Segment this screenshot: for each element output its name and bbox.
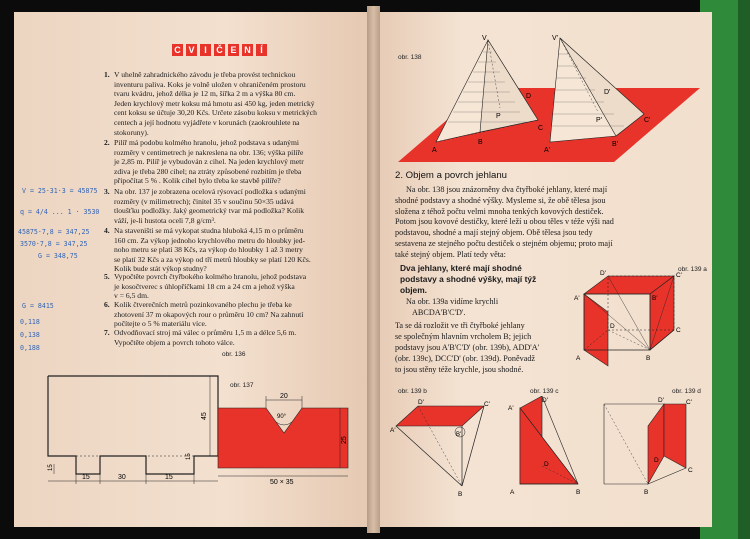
- fig137-dim: 25: [341, 436, 348, 444]
- exercise-text-line: rozměry (v milimetrech); činitel 35 v součinu 50×35 udává: [114, 196, 294, 206]
- fig136-dim: 15: [48, 464, 54, 471]
- handwritten-note: 0,188: [20, 344, 40, 352]
- section-title: 2. Objem a povrch jehlanu: [395, 170, 507, 181]
- fig138-label: D: [526, 93, 532, 100]
- fig139a-caption: obr. 139 a: [678, 266, 707, 273]
- exercise-text-line: počítejte o 5 % materiálu více.: [114, 319, 207, 329]
- theorem-line: Dva jehlany, které mají shodné: [400, 263, 522, 273]
- book-gutter: [367, 6, 380, 533]
- exercise-text-line: Kolik bude stát výkop studny?: [114, 264, 207, 274]
- paragraph-line: sestavena ze stejného počtu destiček o stejném objemu; proto mají: [395, 239, 613, 248]
- exercise-text-line: Odvodňovací stroj má válec o průměru 1,5 m a délce 5,6 m.: [114, 328, 297, 337]
- exercise-text-line: se platí 32 Kčs a za výkop od tří metrů hloubky se platí 120 Kčs.: [114, 254, 311, 264]
- fig139a-label: C: [676, 327, 681, 334]
- svg-text:D: D: [654, 457, 659, 464]
- exercise-text-line: centech a její hodnotu vyjádřete v korunách (zaokrouhlete na: [114, 118, 300, 127]
- fig138-label: A: [432, 147, 437, 154]
- fig139a-label: D: [610, 323, 615, 330]
- paragraph-line: podstavy jsou A'B'C'D' (obr. 139b), ADD'A': [395, 343, 540, 352]
- exercise-text-line: je kosočtverec s úhlopříčkami 18 cm a 24 cm a jehož výška: [114, 281, 295, 291]
- fig138-label: V': [552, 35, 559, 42]
- header-letter: Í: [256, 44, 267, 56]
- fig138-label: C: [538, 125, 544, 132]
- svg-text:A': A': [390, 427, 396, 434]
- paragraph-line: Potom jsou kovové destičky, které leží u obou těles v téže výši nad: [395, 217, 614, 227]
- exercise-text-line: je 2,85 m. Pilíř je vybudován z cihel. Na jeden krychlový metr: [114, 157, 304, 167]
- paragraph-line: to jsou stěny téže krychle, jsou shodné.: [395, 365, 524, 374]
- paragraph-line: Na obr. 138 jsou znázorněny dva čtyřboké jehlany, které mají: [406, 185, 608, 194]
- handwritten-note: 45875·7,8 = 347,25: [18, 228, 90, 236]
- paragraph-line: se společným hlavním vrcholem B; jejich: [395, 332, 532, 341]
- header-letter: E: [228, 44, 239, 56]
- fig138-label: P': [596, 117, 603, 124]
- paragraph-line: ABCDA'B'C'D'.: [412, 308, 466, 317]
- svg-text:D': D': [418, 399, 424, 406]
- svg-text:A: A: [510, 489, 515, 496]
- fig139a-label: A: [576, 355, 581, 362]
- fig136-pillar-base-drawing: [30, 356, 230, 486]
- fig137-dim: 20: [280, 393, 288, 400]
- svg-text:B': B': [456, 432, 462, 438]
- svg-text:B: B: [644, 489, 649, 496]
- fig139a-label: B: [646, 355, 651, 362]
- header-letter: C: [172, 44, 183, 56]
- header-letter: I: [200, 44, 211, 56]
- fig139c-caption: obr. 139 c: [530, 388, 559, 395]
- fig137-caption: obr. 137: [230, 382, 254, 389]
- svg-text:B: B: [576, 489, 581, 496]
- paragraph-line: shodné podstavy a shodné výšky. Mysleme si, že obě tělesa jsou: [395, 195, 606, 205]
- exercise-number: 6.: [104, 300, 110, 309]
- header-letter: V: [186, 44, 197, 56]
- fig136-dim: 15: [186, 453, 192, 460]
- exercise-text-line: v = 6,5 dm.: [114, 291, 149, 301]
- theorem-line: podstavy a shodné výšky, mají týž: [400, 274, 537, 284]
- exercise-text-line: cent koksu se účtuje 30,20 Kčs. Určete zásobu koksu v metrických: [114, 108, 317, 118]
- exercise-number: 3.: [104, 187, 110, 196]
- fig139a-label: B': [652, 295, 658, 302]
- fig139b-caption: obr. 139 b: [398, 388, 427, 395]
- svg-text:C': C': [686, 399, 692, 406]
- exercise-text-line: zhotovení 37 m okapových rour o průměru 10 cm? Na zahnutí: [114, 309, 304, 319]
- fig136-dim: 45: [201, 412, 208, 420]
- header-letter: N: [242, 44, 253, 56]
- exercise-text-line: Vypočtěte povrch čtyřbokého kolmého hranolu, jehož podstava: [114, 272, 307, 281]
- fig139b-pyramid-drawing: [390, 396, 490, 506]
- handwritten-note: G = 8415: [22, 302, 54, 310]
- exercise-text-line: 160 cm. Za výkop jednoho krychlového metru do hloubky jed-: [114, 235, 306, 245]
- exercise-text-line: váží, je-li hustota oceli 7,8 g/cm³.: [114, 215, 216, 225]
- fig138-label: P: [496, 113, 501, 120]
- fig139c-pyramid-drawing: [506, 396, 592, 504]
- exercise-text-line: připočítat 5 % . Kolik cihel bylo třeba ke stavbě pilíře?: [114, 176, 281, 186]
- exercise-text-line: Pilíř má podobu kolmého hranolu, jehož podstava s udanými: [114, 138, 299, 147]
- paragraph-line: Ta se dá rozložit ve tři čtyřboké jehlany: [395, 321, 525, 330]
- exercise-number: 5.: [104, 272, 110, 281]
- fig139d-caption: obr. 139 d: [672, 388, 701, 395]
- exercise-text-line: tloušťku podložky. Jaký geometrický tvar má podložka? Kolik: [114, 206, 305, 216]
- fig138-label: C': [644, 117, 651, 124]
- fig139a-label: A': [574, 295, 580, 302]
- exercise-number: 4.: [104, 226, 110, 235]
- fig138-label: V: [482, 35, 487, 42]
- exercise-number: 2.: [104, 138, 110, 147]
- exercise-number: 7.: [104, 328, 110, 337]
- fig137-dim: 50 × 35: [270, 479, 294, 486]
- svg-text:D': D': [658, 397, 664, 404]
- exercises-header: [172, 44, 270, 56]
- paragraph-line: (obr. 139c), DCC'D' (obr. 139d). Poněvadž: [395, 354, 536, 363]
- exercise-text-line: V uhelně zahradnického závodu je třeba provést technickou: [114, 70, 296, 79]
- exercise-text-line: inventuru paliva. Koks je volně uložen v ohraničeném prostoru: [114, 79, 306, 89]
- fig137-drawing-plate-drawing: [214, 388, 354, 486]
- exercise-text-line: Na staveništi se má vykopat studna hluboká 4,15 m o průměru: [114, 226, 304, 235]
- handwritten-note: 3570·7,8 = 347,25: [20, 240, 88, 248]
- exercise-number: 1.: [104, 70, 110, 79]
- exercise-text-line: Kolik čtverečních metrů pozinkovaného plechu je třeba ke: [114, 300, 292, 309]
- fig139a-cube-drawing: [574, 270, 704, 380]
- handwritten-note: V = 25·31·3 = 45875: [22, 187, 98, 195]
- exercise-text-line: Vypočtěte objem a povrch tohoto válce.: [114, 337, 235, 347]
- paragraph-line: podstavou, shodné a mají stejný objem. Obě tělesa jsou tedy: [395, 228, 593, 238]
- fig138-label: B: [478, 139, 483, 146]
- exercise-text-line: noho metru se platí 38 Kčs, za výkop do hloubky 1 až 3 metry: [114, 245, 303, 255]
- fig136-dim: 15: [82, 474, 90, 481]
- fig139a-label: C': [676, 272, 682, 279]
- svg-text:B: B: [458, 491, 463, 498]
- svg-text:A': A': [508, 405, 514, 412]
- svg-text:C: C: [688, 467, 693, 474]
- fig138-pyramids-drawing: [392, 32, 704, 164]
- paragraph-line: Na obr. 139a vidíme krychli: [406, 297, 499, 306]
- paragraph-line: také stejný objem. Platí tedy věta:: [395, 249, 506, 259]
- fig136-caption: obr. 136: [222, 351, 246, 358]
- handwritten-note: 0,118: [20, 318, 40, 326]
- paragraph-line: složena z téhož počtu velmi mnoha tenkých kovových destiček.: [395, 206, 604, 216]
- handwritten-note: G = 348,75: [38, 252, 78, 260]
- handwritten-note: 0,138: [20, 331, 40, 339]
- exercise-text-line: Jeden krychlový metr koksu má hmotu asi 450 kg, jeden metrický: [114, 98, 315, 108]
- fig139a-label: D': [600, 270, 606, 277]
- handwritten-note: q = 4/4 ... 1 · 3530: [20, 208, 100, 216]
- fig138-label: A': [544, 147, 551, 154]
- svg-text:C': C': [484, 401, 490, 408]
- theorem-line: objem.: [400, 285, 427, 295]
- exercise-text-line: tvaru kvádru, jehož délka je 12 m, šířka 2 m a výška 80 cm.: [114, 89, 296, 99]
- fig138-label: D': [604, 89, 611, 96]
- svg-text:D: D: [544, 461, 549, 468]
- fig136-dim: 30: [118, 474, 126, 481]
- exercise-text-line: rozměry v centimetrech je nakreslena na obr. 136; výška pilíře: [114, 147, 304, 157]
- exercise-text-line: zdiva je třeba 280 cihel; na ztráty způsobené rozbitím je třeba: [114, 166, 302, 176]
- fig138-label: B': [612, 141, 619, 148]
- book-cover-spine: [738, 0, 750, 539]
- fig138-caption: obr. 138: [398, 54, 422, 61]
- svg-text:D': D': [542, 397, 548, 404]
- fig137-angle: 90°: [277, 414, 287, 420]
- header-letter: Č: [214, 44, 225, 56]
- exercise-text-line: stokoruny).: [114, 127, 149, 137]
- exercise-text-line: Na obr. 137 je zobrazena ocelová rýsovací podložka s udanými: [114, 187, 306, 196]
- fig139d-pyramid-drawing: [598, 396, 704, 506]
- fig136-dim: 15: [165, 474, 173, 481]
